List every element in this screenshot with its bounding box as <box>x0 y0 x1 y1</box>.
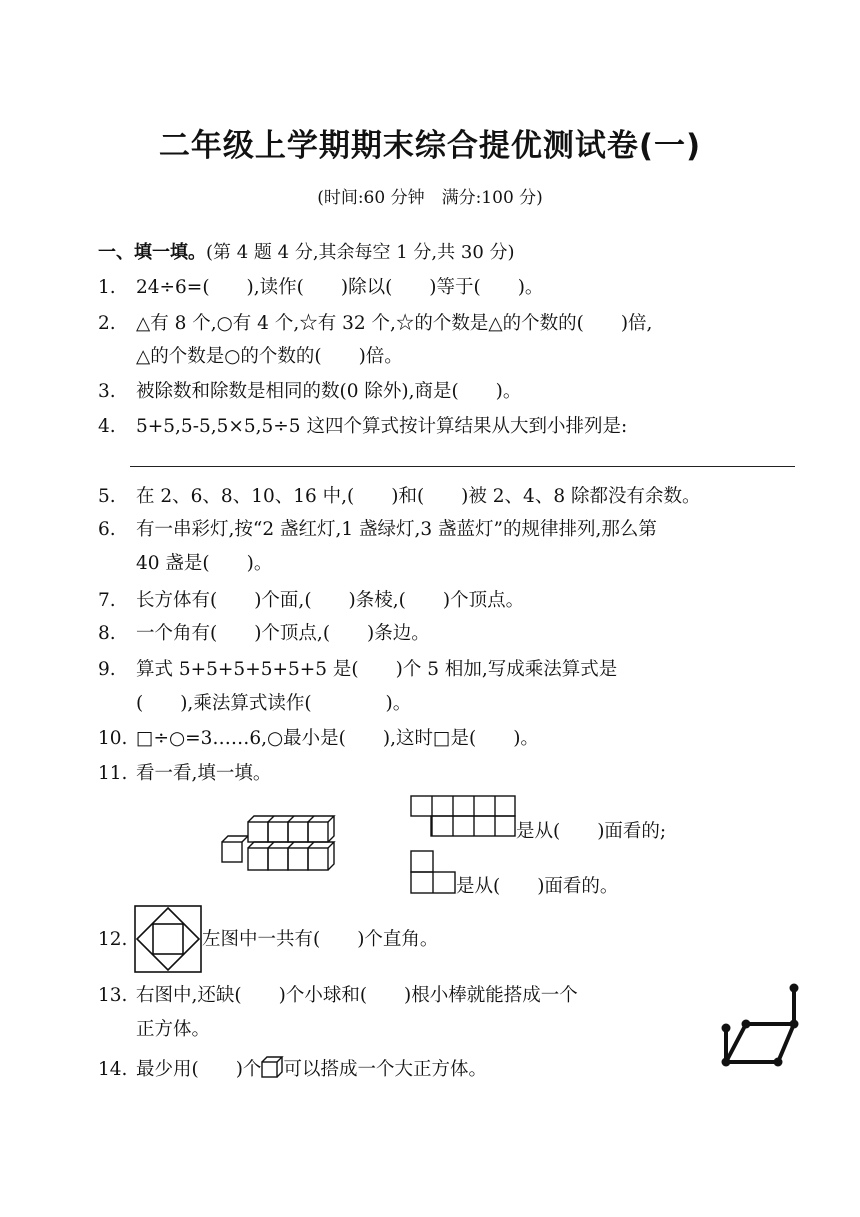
question-4: 4. 5+5,5-5,5×5,5÷5 这四个算式按计算结果从大到小排列是: <box>98 416 628 437</box>
question-2-line-2: △的个数是○的个数的( )倍。 <box>136 346 403 367</box>
answer-line <box>130 466 795 467</box>
question-5: 5. 在 2、6、8、10、16 中,( )和( )被 2、4、8 除都没有余数。 <box>98 486 701 507</box>
question-8: 8. 一个角有( )个顶点,( )条边。 <box>98 623 430 644</box>
question-6: 6. 有一串彩灯,按“2 盏红灯,1 盏绿灯,3 盏蓝灯”的规律排列,那么第 <box>98 519 657 540</box>
cube-stack-figure <box>220 812 345 874</box>
section-note: (第 4 题 4 分,其余每空 1 分,共 30 分) <box>206 242 515 263</box>
question-9: 9. 算式 5+5+5+5+5+5 是( )个 5 相加,写成乘法算式是 <box>98 659 618 680</box>
question-3: 3. 被除数和除数是相同的数(0 除外),商是( )。 <box>98 381 522 402</box>
question-7: 7. 长方体有( )个面,( )条棱,( )个顶点。 <box>98 590 525 611</box>
square-diamond-figure <box>134 905 202 973</box>
question-12: 左图中一共有( )个直角。 <box>202 929 439 950</box>
view-grid-2 <box>410 850 456 894</box>
view-1-label: 是从( )面看的; <box>516 821 667 842</box>
question-9-line-2: ( ),乘法算式读作( )。 <box>136 693 412 714</box>
question-14: 14. 最少用( )个 可以搭成一个大正方体。 <box>98 1056 487 1082</box>
view-2-label: 是从( )面看的。 <box>456 876 619 897</box>
section-title: 一、填一填。 <box>98 242 206 263</box>
question-6-line-2: 40 盏是( )。 <box>136 553 273 574</box>
question-1: 1. 24÷6=( ),读作( )除以( )等于( )。 <box>98 277 544 298</box>
question-2: 2. △有 8 个,○有 4 个,☆有 32 个,☆的个数是△的个数的( )倍, <box>98 313 653 334</box>
page-title: 二年级上学期期末综合提优测试卷(一) <box>158 128 702 164</box>
question-10: 10. □÷○=3……6,○最小是( ),这时□是( )。 <box>98 728 539 749</box>
section-heading <box>98 238 515 264</box>
page-subtitle: (时间:60 分钟 满分:100 分) <box>317 188 543 208</box>
question-11: 11. 看一看,填一填。 <box>98 763 272 784</box>
small-cube-icon <box>261 1056 283 1078</box>
view-grid-1 <box>410 795 516 837</box>
question-13: 13. 右图中,还缺( )个小球和( )根小棒就能搭成一个 <box>98 985 578 1006</box>
question-13-line-2: 正方体。 <box>136 1019 211 1040</box>
cube-frame-figure <box>718 982 802 1068</box>
question-12-number: 12. <box>98 929 128 950</box>
